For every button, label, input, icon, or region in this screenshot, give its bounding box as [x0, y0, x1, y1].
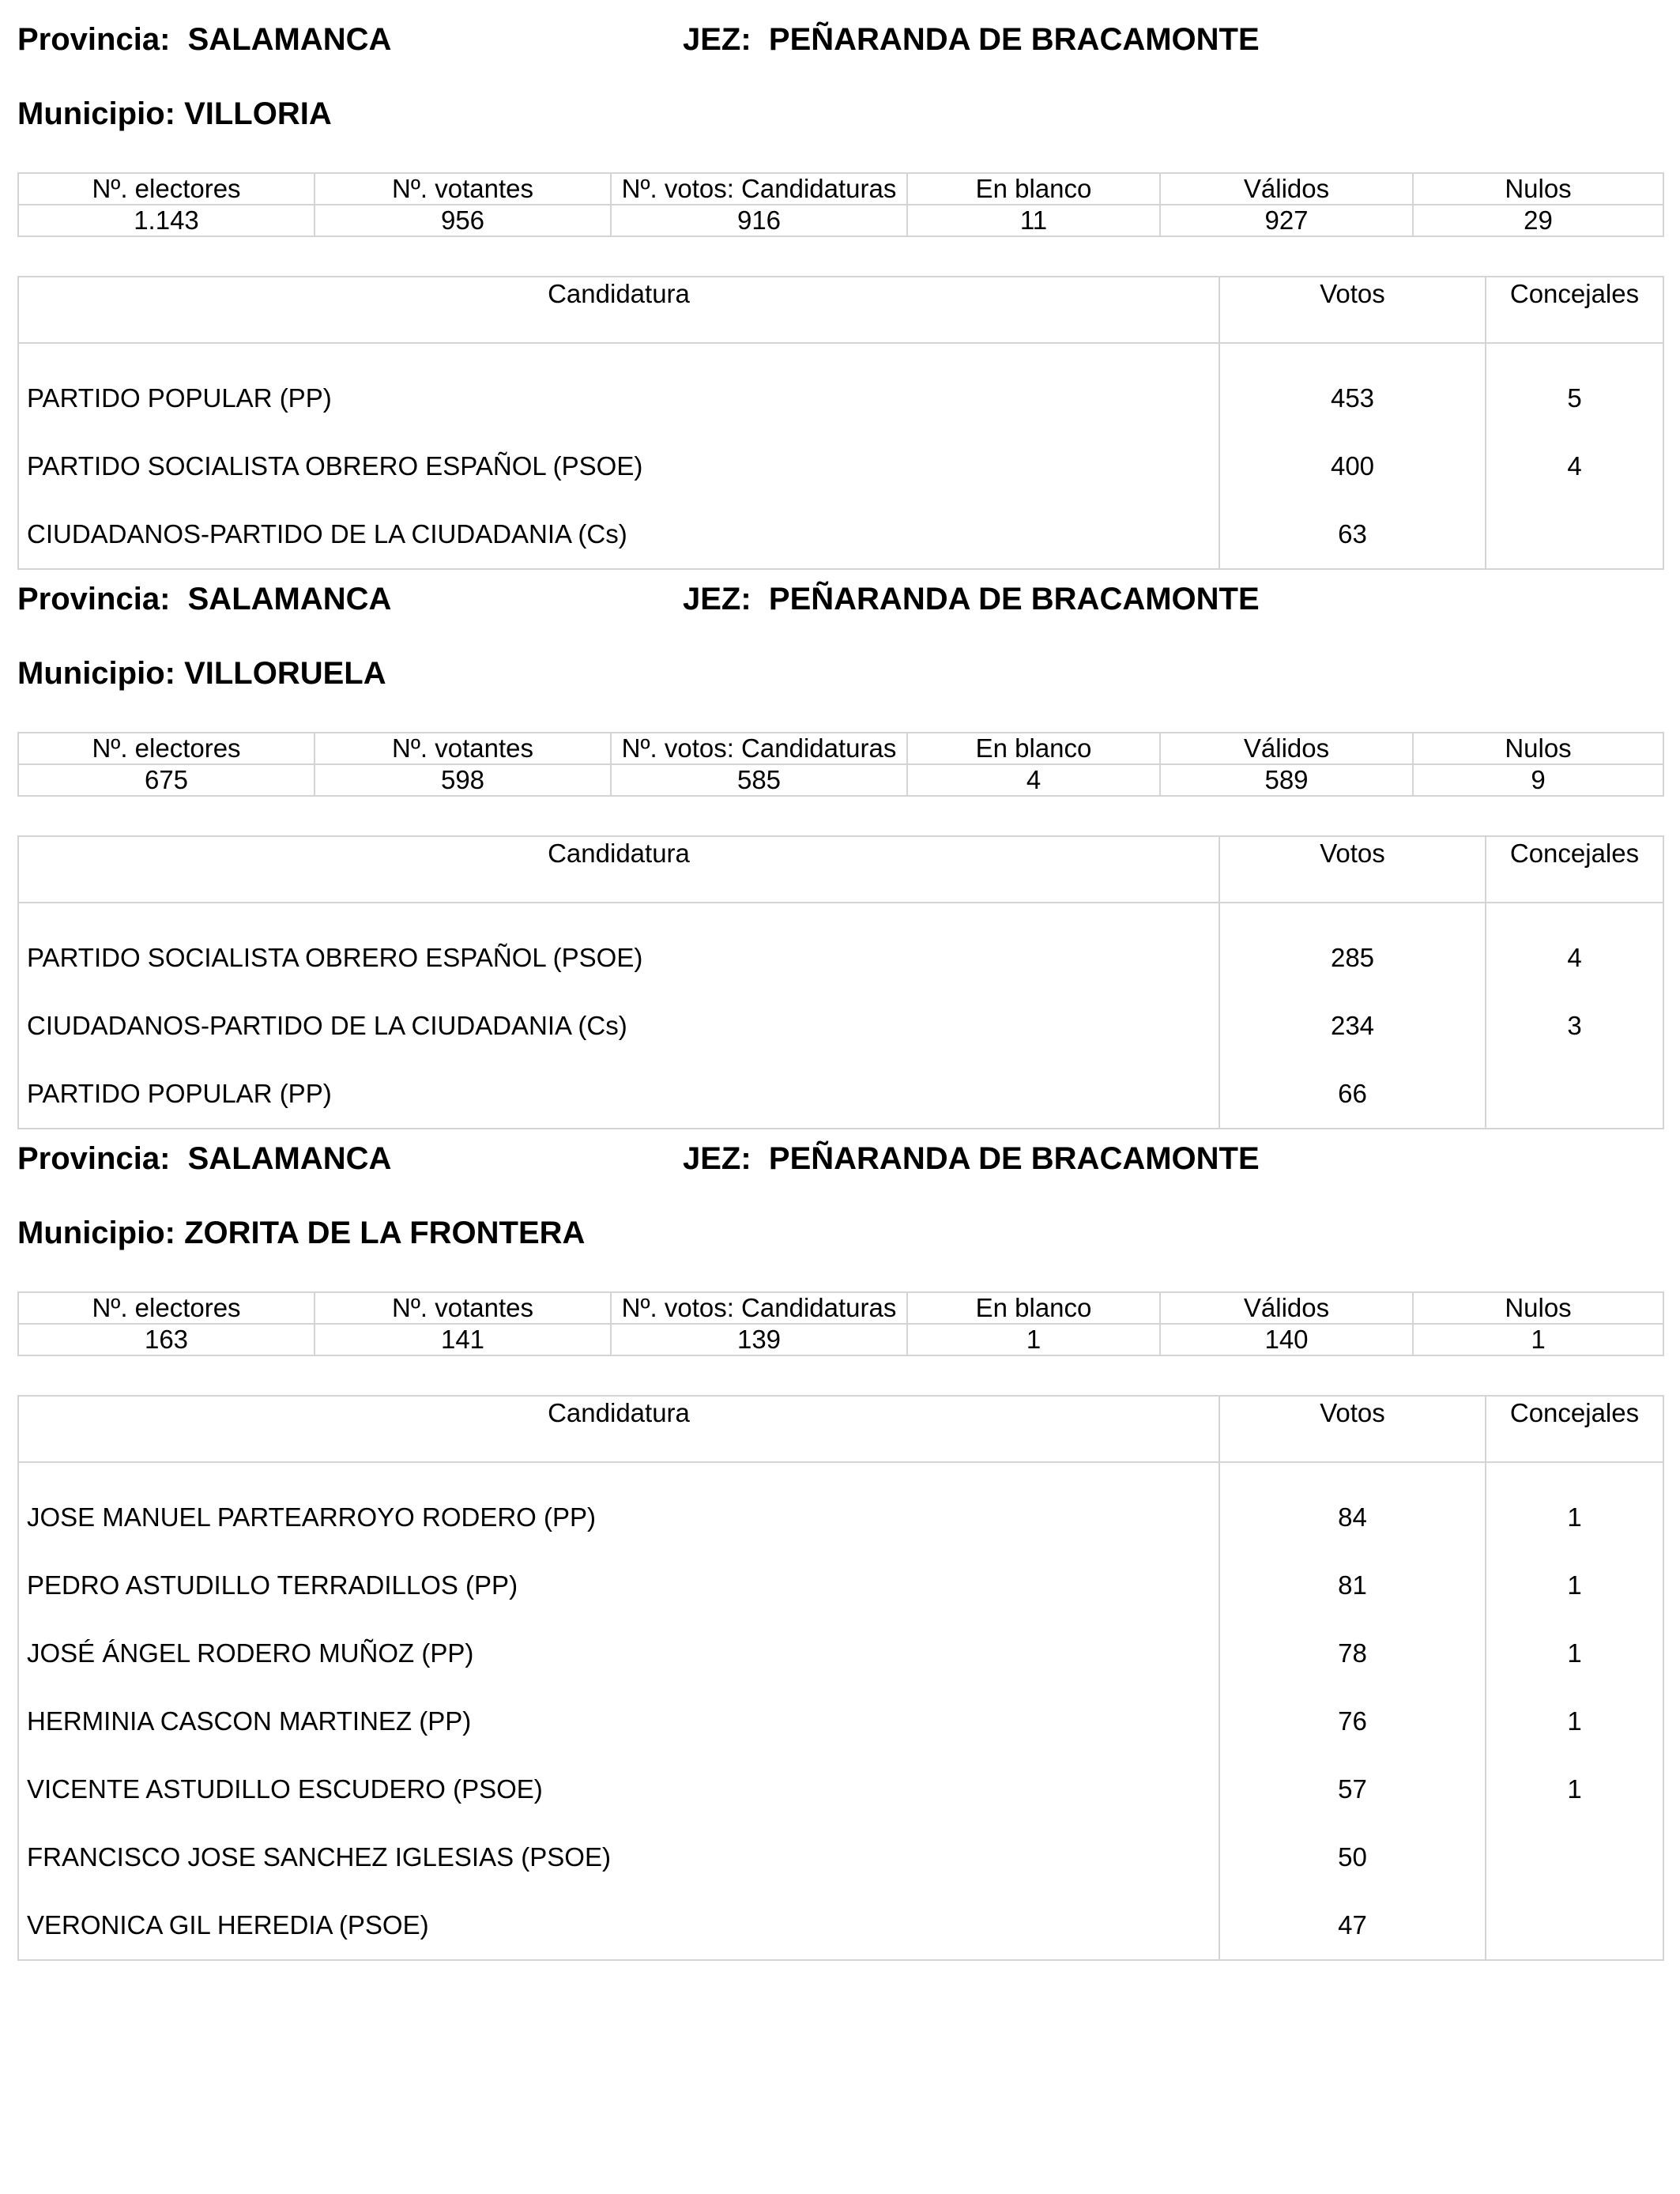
summary-header-row: [18, 733, 1663, 764]
summary-value-cell: 29: [1413, 205, 1663, 236]
summary-header-cell: Nulos: [1413, 1292, 1663, 1324]
summary-header-cell: Válidos: [1160, 733, 1413, 764]
table-row: [18, 1462, 1663, 1551]
candidatura-votos: 400: [1219, 432, 1486, 500]
summary-header-row: [18, 1292, 1663, 1324]
summary-table: [17, 1291, 1664, 1356]
candidatura-concejales: [1486, 500, 1663, 569]
provincia-label: Provincia: SALAMANCA: [17, 582, 392, 616]
summary-value-cell: 139: [611, 1324, 907, 1355]
candidatura-name: FRANCISCO JOSE SANCHEZ IGLESIAS (PSOE): [18, 1823, 1219, 1891]
candidaturas-header-cell: Votos: [1219, 836, 1486, 903]
table-row: [18, 1060, 1663, 1129]
jez-label: JEZ: PEÑARANDA DE BRACAMONTE: [683, 582, 1260, 616]
candidatura-concejales: 1: [1486, 1551, 1663, 1619]
summary-value-cell: 1: [907, 1324, 1160, 1355]
candidatura-votos: 76: [1219, 1687, 1486, 1755]
summary-value-cell: 140: [1160, 1324, 1413, 1355]
summary-header-cell: Nº. votos: Candidaturas: [611, 733, 907, 764]
candidatura-name: CIUDADANOS-PARTIDO DE LA CIUDADANIA (Cs): [18, 992, 1219, 1060]
candidaturas-header-cell: Concejales: [1486, 836, 1663, 903]
candidatura-name: PARTIDO POPULAR (PP): [18, 1060, 1219, 1129]
candidaturas-header-row: [18, 1396, 1663, 1462]
summary-header-cell: Nulos: [1413, 733, 1663, 764]
candidaturas-header-cell: Candidatura: [18, 836, 1219, 903]
candidatura-name: VERONICA GIL HEREDIA (PSOE): [18, 1891, 1219, 1960]
summary-table: [17, 172, 1664, 237]
candidaturas-header-cell: Candidatura: [18, 1396, 1219, 1462]
candidatura-votos: 50: [1219, 1823, 1486, 1891]
candidatura-name: JOSE MANUEL PARTEARROYO RODERO (PP): [18, 1462, 1219, 1551]
summary-value-cell: 141: [315, 1324, 611, 1355]
table-row: [18, 343, 1663, 432]
table-row: [18, 500, 1663, 569]
candidatura-votos: 81: [1219, 1551, 1486, 1619]
candidatura-concejales: 4: [1486, 432, 1663, 500]
summary-table: [17, 732, 1664, 797]
summary-value-cell: 927: [1160, 205, 1413, 236]
table-row: [18, 1823, 1663, 1891]
summary-header-cell: En blanco: [907, 173, 1160, 205]
candidatura-name: PARTIDO SOCIALISTA OBRERO ESPAÑOL (PSOE): [18, 903, 1219, 992]
summary-value-cell: 163: [18, 1324, 315, 1355]
candidatura-concejales: 3: [1486, 992, 1663, 1060]
summary-value-cell: 589: [1160, 764, 1413, 796]
summary-value-cell: 956: [315, 205, 611, 236]
municipio-title: Municipio: ZORITA DE LA FRONTERA: [17, 1216, 586, 1250]
candidatura-name: PARTIDO POPULAR (PP): [18, 343, 1219, 432]
jez-label: JEZ: PEÑARANDA DE BRACAMONTE: [683, 22, 1260, 57]
candidatura-name: VICENTE ASTUDILLO ESCUDERO (PSOE): [18, 1755, 1219, 1823]
summary-header-cell: Nº. electores: [18, 173, 315, 205]
summary-header-cell: En blanco: [907, 733, 1160, 764]
summary-value-cell: 585: [611, 764, 907, 796]
table-row: [18, 992, 1663, 1060]
summary-value-row: [18, 1324, 1663, 1355]
summary-value-cell: 675: [18, 764, 315, 796]
summary-value-row: [18, 764, 1663, 796]
candidatura-concejales: 4: [1486, 903, 1663, 992]
municipio-title: Municipio: VILLORIA: [17, 96, 332, 131]
summary-header-cell: Nº. votantes: [315, 1292, 611, 1324]
candidaturas-header-row: [18, 836, 1663, 903]
summary-value-cell: 1.143: [18, 205, 315, 236]
candidaturas-header-cell: Votos: [1219, 277, 1486, 343]
summary-header-cell: Nº. electores: [18, 733, 315, 764]
table-row: [18, 903, 1663, 992]
summary-header-row: [18, 173, 1663, 205]
candidatura-votos: 285: [1219, 903, 1486, 992]
table-row: [18, 1891, 1663, 1960]
table-row: [18, 1619, 1663, 1687]
candidatura-concejales: [1486, 1060, 1663, 1129]
candidatura-votos: 84: [1219, 1462, 1486, 1551]
candidatura-votos: 78: [1219, 1619, 1486, 1687]
summary-value-cell: 9: [1413, 764, 1663, 796]
candidatura-name: PARTIDO SOCIALISTA OBRERO ESPAÑOL (PSOE): [18, 432, 1219, 500]
table-row: [18, 1551, 1663, 1619]
summary-value-cell: 4: [907, 764, 1160, 796]
candidatura-concejales: 1: [1486, 1462, 1663, 1551]
candidatura-votos: 57: [1219, 1755, 1486, 1823]
table-row: [18, 432, 1663, 500]
table-row: [18, 1687, 1663, 1755]
summary-header-cell: Nº. electores: [18, 1292, 315, 1324]
summary-value-cell: 598: [315, 764, 611, 796]
candidatura-votos: 63: [1219, 500, 1486, 569]
summary-header-cell: Nulos: [1413, 173, 1663, 205]
summary-header-cell: Nº. votos: Candidaturas: [611, 173, 907, 205]
candidaturas-table: [17, 276, 1664, 570]
candidatura-votos: 47: [1219, 1891, 1486, 1960]
candidatura-name: HERMINIA CASCON MARTINEZ (PP): [18, 1687, 1219, 1755]
candidaturas-header-row: [18, 277, 1663, 343]
summary-value-cell: 1: [1413, 1324, 1663, 1355]
summary-value-cell: 11: [907, 205, 1160, 236]
summary-header-cell: Nº. votos: Candidaturas: [611, 1292, 907, 1324]
candidatura-concejales: 1: [1486, 1687, 1663, 1755]
jez-label: JEZ: PEÑARANDA DE BRACAMONTE: [683, 1141, 1260, 1176]
summary-header-cell: Nº. votantes: [315, 173, 611, 205]
candidaturas-header-cell: Candidatura: [18, 277, 1219, 343]
candidatura-votos: 453: [1219, 343, 1486, 432]
summary-header-cell: En blanco: [907, 1292, 1160, 1324]
candidatura-concejales: [1486, 1823, 1663, 1891]
provincia-label: Provincia: SALAMANCA: [17, 22, 392, 57]
candidatura-concejales: 1: [1486, 1619, 1663, 1687]
candidatura-concejales: 5: [1486, 343, 1663, 432]
candidatura-name: CIUDADANOS-PARTIDO DE LA CIUDADANIA (Cs): [18, 500, 1219, 569]
candidaturas-header-cell: Votos: [1219, 1396, 1486, 1462]
table-row: [18, 1755, 1663, 1823]
summary-header-cell: Válidos: [1160, 1292, 1413, 1324]
candidatura-name: JOSÉ ÁNGEL RODERO MUÑOZ (PP): [18, 1619, 1219, 1687]
summary-header-cell: Válidos: [1160, 173, 1413, 205]
summary-value-cell: 916: [611, 205, 907, 236]
candidatura-concejales: [1486, 1891, 1663, 1960]
candidaturas-header-cell: Concejales: [1486, 277, 1663, 343]
summary-value-row: [18, 205, 1663, 236]
candidatura-concejales: 1: [1486, 1755, 1663, 1823]
candidaturas-header-cell: Concejales: [1486, 1396, 1663, 1462]
summary-header-cell: Nº. votantes: [315, 733, 611, 764]
provincia-label: Provincia: SALAMANCA: [17, 1141, 392, 1176]
candidatura-votos: 66: [1219, 1060, 1486, 1129]
candidaturas-table: [17, 835, 1664, 1129]
candidaturas-table: [17, 1395, 1664, 1961]
candidatura-name: PEDRO ASTUDILLO TERRADILLOS (PP): [18, 1551, 1219, 1619]
candidatura-votos: 234: [1219, 992, 1486, 1060]
municipio-title: Municipio: VILLORUELA: [17, 656, 386, 691]
